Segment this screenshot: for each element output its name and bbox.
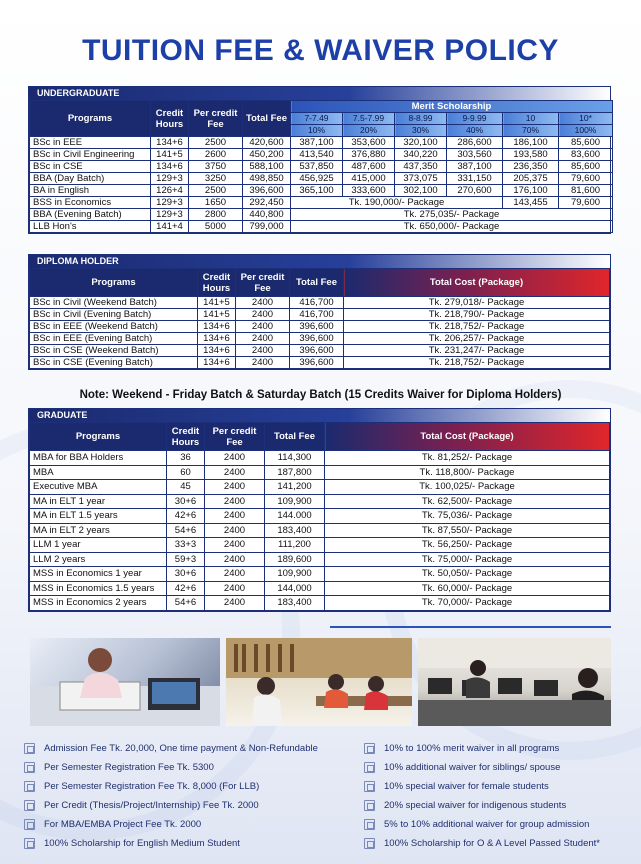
per-credit-fee: 5000 (189, 221, 243, 233)
per-credit-fee: 1650 (189, 197, 243, 209)
merit-fee: 205,375 (503, 173, 559, 185)
total-fee: 187,800 (265, 465, 325, 480)
col-total-cost: Total Cost (Package) (344, 269, 610, 297)
package-cost: Tk. 206,257/- Package (344, 333, 610, 345)
merit-percent: 10% (291, 125, 343, 137)
credit-hours: 141+5 (198, 309, 236, 321)
package-cost: Tk. 218,752/- Package (344, 357, 610, 369)
copy-bullet-icon (364, 800, 375, 811)
program-name: MA in ELT 1 year (30, 494, 167, 509)
package-cost: Tk. 60,000/- Package (325, 581, 610, 596)
merit-percent: 20% (343, 125, 395, 137)
total-fee: 141,200 (265, 480, 325, 495)
total-fee: 416,700 (290, 309, 344, 321)
per-credit-fee: 2400 (205, 596, 265, 611)
copy-bullet-icon (24, 743, 35, 754)
merit-fee: 176,100 (503, 185, 559, 197)
merit-fee: 79,600 (559, 173, 613, 185)
col-total-fee: Total Fee (243, 101, 291, 137)
credit-hours: 134+6 (198, 333, 236, 345)
table-row (30, 357, 610, 369)
list-item (364, 799, 600, 818)
package-cost: Tk. 56,250/- Package (325, 538, 610, 553)
total-fee: 588,100 (243, 161, 291, 173)
total-fee: 440,800 (243, 209, 291, 221)
list-item (364, 780, 600, 799)
per-credit-fee: 2400 (205, 494, 265, 509)
credit-hours: 134+6 (198, 321, 236, 333)
per-credit-fee: 2400 (236, 297, 290, 309)
merit-range: 8-8.99 (395, 113, 447, 125)
col-total-fee: Total Fee (265, 423, 325, 451)
list-item (24, 761, 318, 780)
merit-fee: 437,350 (395, 161, 447, 173)
package-cost: Tk. 50,050/- Package (325, 567, 610, 582)
merit-range: 10* (559, 113, 613, 125)
credit-hours: 129+3 (151, 197, 189, 209)
copy-bullet-icon (364, 743, 375, 754)
list-item (24, 799, 318, 818)
per-credit-fee: 2400 (205, 552, 265, 567)
diploma-note: Note: Weekend - Friday Batch & Saturday Batch (15 Credits Waiver for Diploma Holders) (79, 389, 562, 401)
package-cost: Tk. 81,252/- Package (325, 451, 610, 466)
library-photo (226, 638, 412, 726)
package-cost: Tk. 190,000/- Package (291, 197, 503, 209)
copy-bullet-icon (364, 838, 375, 849)
per-credit-fee: 3750 (189, 161, 243, 173)
per-credit-fee: 2400 (236, 321, 290, 333)
list-item-text: For MBA/EMBA Project Fee Tk. 2000 (44, 819, 202, 830)
credit-hours: 42+6 (167, 581, 205, 596)
list-item (364, 761, 600, 780)
program-name: MSS in Economics 1 year (30, 567, 167, 582)
per-credit-fee: 2400 (205, 567, 265, 582)
credit-hours: 141+5 (198, 297, 236, 309)
package-cost: Tk. 231,247/- Package (344, 345, 610, 357)
list-item (24, 742, 318, 761)
merit-fee: 340,220 (395, 149, 447, 161)
col-programs: Programs (30, 269, 198, 297)
table-row (30, 149, 613, 161)
table-row (30, 221, 613, 233)
per-credit-fee: 2400 (236, 345, 290, 357)
merit-fee: 286,600 (447, 137, 503, 149)
credit-hours: 59+3 (167, 552, 205, 567)
col-credit-hours: Credit Hours (198, 269, 236, 297)
merit-fee: 186,100 (503, 137, 559, 149)
table-row (30, 209, 613, 221)
undergraduate-table (29, 100, 613, 233)
package-cost: Tk. 75,036/- Package (325, 509, 610, 524)
program-name: BA in English (30, 185, 151, 197)
col-total-cost: Total Cost (Package) (325, 423, 610, 451)
merit-fee: 302,100 (395, 185, 447, 197)
total-fee: 450,200 (243, 149, 291, 161)
total-fee: 799,000 (243, 221, 291, 233)
copy-bullet-icon (24, 819, 35, 830)
credit-hours: 129+3 (151, 173, 189, 185)
copy-bullet-icon (364, 819, 375, 830)
copy-bullet-icon (24, 800, 35, 811)
copy-bullet-icon (24, 838, 35, 849)
divider (330, 626, 611, 628)
program-name: Executive MBA (30, 480, 167, 495)
merit-fee: 387,100 (447, 161, 503, 173)
list-item-text: Per Semester Registration Fee Tk. 8,000 (For LLB) (44, 781, 260, 792)
program-name: BSc in Civil (Evening Batch) (30, 309, 198, 321)
col-programs: Programs (30, 423, 167, 451)
merit-fee: 373,075 (395, 173, 447, 185)
fee-notes-list (24, 742, 318, 856)
total-fee: 144,000 (265, 581, 325, 596)
col-merit-scholarship: Merit Scholarship (291, 101, 613, 113)
total-fee: 111,200 (265, 538, 325, 553)
graduate-section (28, 408, 611, 612)
list-item (24, 818, 318, 837)
merit-fee: 236,350 (503, 161, 559, 173)
merit-fee: 413,540 (291, 149, 343, 161)
per-credit-fee: 2400 (236, 333, 290, 345)
merit-fee: 85,600 (559, 161, 613, 173)
credit-hours: 129+3 (151, 209, 189, 221)
total-fee: 189,600 (265, 552, 325, 567)
merit-fee: 415,000 (343, 173, 395, 185)
credit-hours: 141+4 (151, 221, 189, 233)
col-per-credit-fee: Per credit Fee (236, 269, 290, 297)
per-credit-fee: 2800 (189, 209, 243, 221)
credit-hours: 134+6 (151, 161, 189, 173)
table-row (30, 581, 610, 596)
package-cost: Tk. 87,550/- Package (325, 523, 610, 538)
table-row (30, 309, 610, 321)
list-item (24, 837, 318, 856)
list-item (364, 742, 600, 761)
credit-hours: 45 (167, 480, 205, 495)
merit-range: 9-9.99 (447, 113, 503, 125)
total-fee: 416,700 (290, 297, 344, 309)
program-name: MA in ELT 1.5 years (30, 509, 167, 524)
credit-hours: 141+5 (151, 149, 189, 161)
program-name: MBA for BBA Holders (30, 451, 167, 466)
total-fee: 109,900 (265, 494, 325, 509)
package-cost: Tk. 650,000/- Package (291, 221, 613, 233)
merit-fee: 333,600 (343, 185, 395, 197)
page-title: TUITION FEE & WAIVER POLICY (82, 34, 559, 67)
merit-fee: 270,600 (447, 185, 503, 197)
per-credit-fee: 2600 (189, 149, 243, 161)
merit-fee: 303,560 (447, 149, 503, 161)
credit-hours: 134+6 (198, 345, 236, 357)
program-name: BSc in Civil Engineering (30, 149, 151, 161)
package-cost: Tk. 75,000/- Package (325, 552, 610, 567)
list-item-text: 10% additional waiver for siblings/ spouse (384, 762, 561, 773)
per-credit-fee: 2500 (189, 185, 243, 197)
package-cost: Tk. 70,000/- Package (325, 596, 610, 611)
table-row (30, 523, 610, 538)
total-fee: 292,450 (243, 197, 291, 209)
merit-fee: 387,100 (291, 137, 343, 149)
package-cost: Tk. 100,025/- Package (325, 480, 610, 495)
waiver-notes-list (364, 742, 600, 856)
list-item-text: 10% to 100% merit waiver in all programs (384, 743, 560, 754)
col-per-credit-fee: Per credit Fee (189, 101, 243, 137)
list-item-text: 100% Scholarship for O & A Level Passed Student* (384, 838, 600, 849)
per-credit-fee: 2400 (236, 357, 290, 369)
package-cost: Tk. 62,500/- Package (325, 494, 610, 509)
credit-hours: 30+6 (167, 494, 205, 509)
table-row (30, 137, 613, 149)
table-row (30, 567, 610, 582)
list-item-text: 100% Scholarship for English Medium Student (44, 838, 240, 849)
credit-hours: 60 (167, 465, 205, 480)
table-row (30, 465, 610, 480)
list-item-text: Admission Fee Tk. 20,000, One time payment & Non-Refundable (44, 743, 318, 754)
col-programs: Programs (30, 101, 151, 137)
total-fee: 396,600 (290, 333, 344, 345)
program-name: LLM 1 year (30, 538, 167, 553)
program-name: BSc in CSE (Weekend Batch) (30, 345, 198, 357)
diploma-table (29, 268, 610, 369)
per-credit-fee: 2400 (205, 451, 265, 466)
credit-hours: 54+6 (167, 523, 205, 538)
table-row (30, 451, 610, 466)
lab-photo (30, 638, 220, 726)
merit-range: 10 (503, 113, 559, 125)
diploma-section (28, 254, 611, 370)
program-name: BBA (Evening Batch) (30, 209, 151, 221)
credit-hours: 30+6 (167, 567, 205, 582)
diploma-label: DIPLOMA HOLDER (29, 255, 610, 268)
program-name: MA in ELT 2 years (30, 523, 167, 538)
credit-hours: 36 (167, 451, 205, 466)
table-row (30, 509, 610, 524)
merit-fee: 376,880 (343, 149, 395, 161)
package-cost: Tk. 218,790/- Package (344, 309, 610, 321)
col-per-credit-fee: Per credit Fee (205, 423, 265, 451)
campus-photos (30, 638, 611, 726)
merit-fee: 365,100 (291, 185, 343, 197)
total-fee: 396,600 (243, 185, 291, 197)
total-fee: 144.000 (265, 509, 325, 524)
program-name: LLB Hon's (30, 221, 151, 233)
program-name: MSS in Economics 2 years (30, 596, 167, 611)
list-item-text: 20% special waiver for indigenous students (384, 800, 567, 811)
per-credit-fee: 2500 (189, 137, 243, 149)
merit-percent: 40% (447, 125, 503, 137)
table-row (30, 297, 610, 309)
list-item-text: 5% to 10% additional waiver for group admission (384, 819, 590, 830)
merit-percent: 100% (559, 125, 613, 137)
per-credit-fee: 2400 (205, 465, 265, 480)
merit-fee: 83,600 (559, 149, 613, 161)
merit-fee: 353,600 (343, 137, 395, 149)
list-item (24, 780, 318, 799)
per-credit-fee: 2400 (205, 581, 265, 596)
credit-hours: 54+6 (167, 596, 205, 611)
merit-percent: 70% (503, 125, 559, 137)
merit-fee: 456,925 (291, 173, 343, 185)
col-total-fee: Total Fee (290, 269, 344, 297)
package-cost: Tk. 218,752/- Package (344, 321, 610, 333)
package-cost: Tk. 118,800/- Package (325, 465, 610, 480)
merit-fee: 487,600 (343, 161, 395, 173)
list-item-text: Per Semester Registration Fee Tk. 5300 (44, 762, 214, 773)
program-name: LLM 2 years (30, 552, 167, 567)
merit-fee: 79,600 (559, 197, 613, 209)
merit-fee: 331,150 (447, 173, 503, 185)
total-fee: 183,400 (265, 523, 325, 538)
program-name: BSc in Civil (Weekend Batch) (30, 297, 198, 309)
merit-fee: 320,100 (395, 137, 447, 149)
table-row (30, 480, 610, 495)
package-cost: Tk. 275,035/- Package (291, 209, 613, 221)
program-name: BSc in EEE (Evening Batch) (30, 333, 198, 345)
table-row (30, 197, 613, 209)
program-name: MSS in Economics 1.5 years (30, 581, 167, 596)
program-name: BBA (Day Batch) (30, 173, 151, 185)
total-fee: 396,600 (290, 321, 344, 333)
per-credit-fee: 2400 (236, 309, 290, 321)
merit-percent: 30% (395, 125, 447, 137)
merit-fee: 85,600 (559, 137, 613, 149)
table-row (30, 185, 613, 197)
merit-fee: 193,580 (503, 149, 559, 161)
table-row (30, 345, 610, 357)
per-credit-fee: 2400 (205, 480, 265, 495)
table-row (30, 333, 610, 345)
program-name: BSc in EEE (30, 137, 151, 149)
credit-hours: 126+4 (151, 185, 189, 197)
program-name: BSc in CSE (Evening Batch) (30, 357, 198, 369)
package-cost: Tk. 279,018/- Package (344, 297, 610, 309)
credit-hours: 134+6 (198, 357, 236, 369)
total-fee: 396,600 (290, 357, 344, 369)
graduate-table (29, 422, 610, 611)
undergraduate-section (28, 86, 611, 234)
copy-bullet-icon (364, 781, 375, 792)
program-name: MBA (30, 465, 167, 480)
per-credit-fee: 2400 (205, 509, 265, 524)
copy-bullet-icon (24, 781, 35, 792)
per-credit-fee: 2400 (205, 523, 265, 538)
table-row (30, 538, 610, 553)
total-fee: 109,900 (265, 567, 325, 582)
table-row (30, 321, 610, 333)
table-row (30, 494, 610, 509)
credit-hours: 42+6 (167, 509, 205, 524)
list-item (364, 818, 600, 837)
program-name: BSc in EEE (Weekend Batch) (30, 321, 198, 333)
total-fee: 498,850 (243, 173, 291, 185)
table-row (30, 596, 610, 611)
program-name: BSc in CSE (30, 161, 151, 173)
total-fee: 420,600 (243, 137, 291, 149)
list-item-text: Per Credit (Thesis/Project/Internship) Fee Tk. 2000 (44, 800, 259, 811)
total-fee: 183,400 (265, 596, 325, 611)
list-item (364, 837, 600, 856)
per-credit-fee: 3250 (189, 173, 243, 185)
per-credit-fee: 2400 (205, 538, 265, 553)
merit-fee: 537,850 (291, 161, 343, 173)
col-credit-hours: Credit Hours (167, 423, 205, 451)
computer-lab-photo (418, 638, 611, 726)
col-credit-hours: Credit Hours (151, 101, 189, 137)
copy-bullet-icon (364, 762, 375, 773)
undergraduate-label: UNDERGRADUATE (29, 87, 610, 100)
total-fee: 396,600 (290, 345, 344, 357)
graduate-label: GRADUATE (29, 409, 610, 422)
program-name: BSS in Economics (30, 197, 151, 209)
merit-fee: 143,455 (503, 197, 559, 209)
table-row (30, 173, 613, 185)
merit-range: 7.5-7.99 (343, 113, 395, 125)
credit-hours: 33+3 (167, 538, 205, 553)
total-fee: 114,300 (265, 451, 325, 466)
table-row (30, 161, 613, 173)
merit-fee: 81,600 (559, 185, 613, 197)
credit-hours: 134+6 (151, 137, 189, 149)
list-item-text: 10% special waiver for female students (384, 781, 549, 792)
merit-range: 7-7.49 (291, 113, 343, 125)
table-row (30, 552, 610, 567)
copy-bullet-icon (24, 762, 35, 773)
